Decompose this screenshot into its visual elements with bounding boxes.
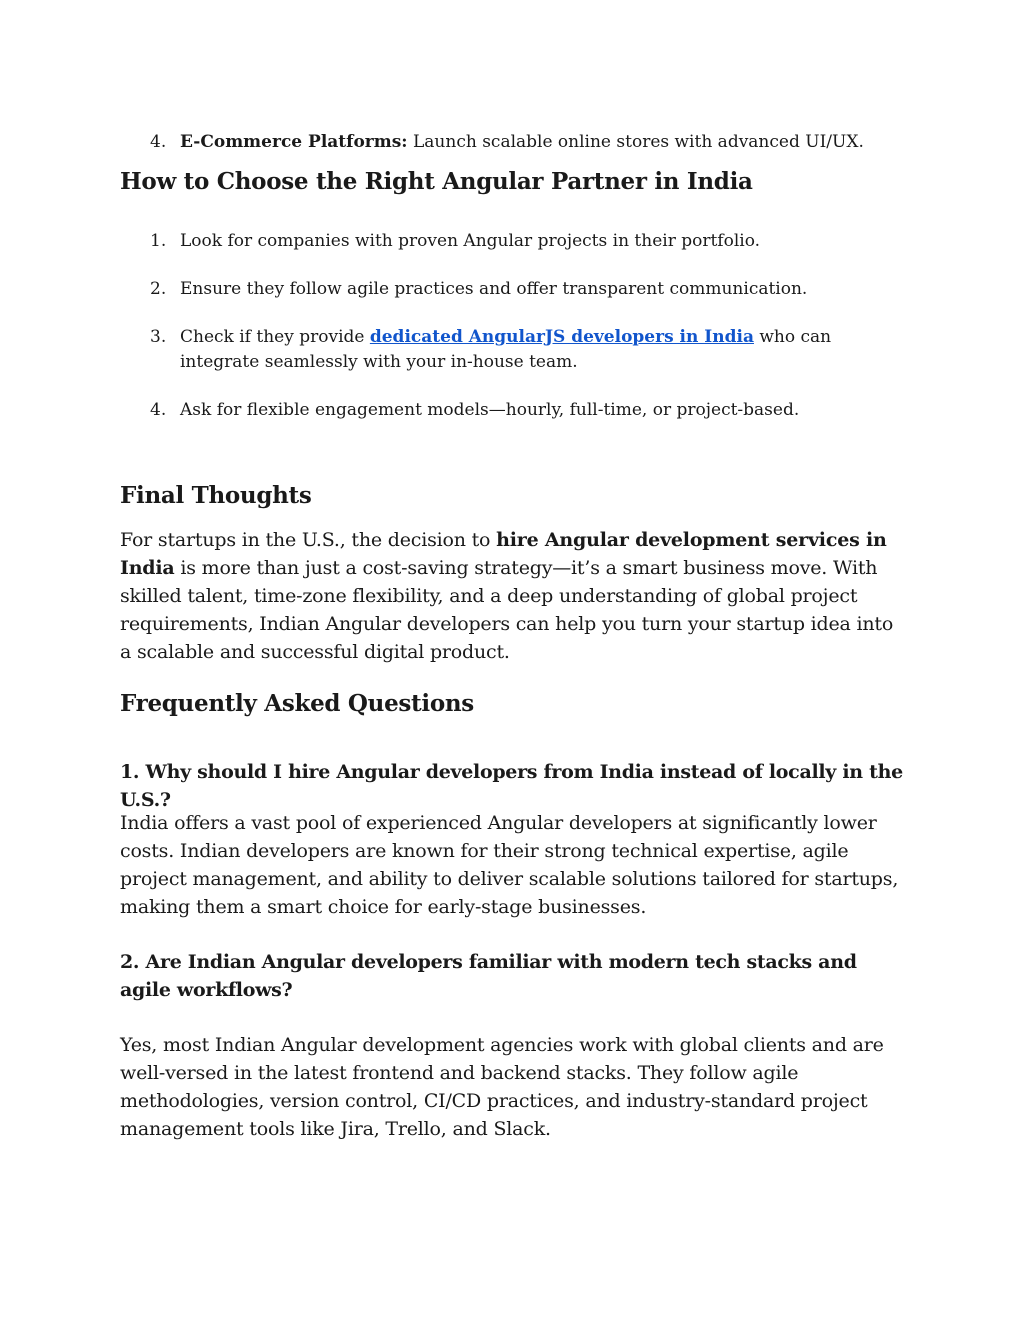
- list-number: 1.: [150, 231, 167, 251]
- list-number: 2.: [150, 279, 167, 299]
- list-item-description: Launch scalable online stores with advanced UI/UX.: [407, 132, 864, 152]
- section-heading-final-thoughts: Final Thoughts: [120, 482, 312, 509]
- section-heading-choose-partner: How to Choose the Right Angular Partner in India: [120, 168, 753, 195]
- list-item-text: [180, 130, 895, 155]
- list-number: 3.: [150, 327, 167, 347]
- faq-answer: India offers a vast pool of experienced Angular developers at significantly lower costs. Indian developers are known for their strong technical expertise, agile project management, and ability to deliver scalable solutions tailored for startups, making them a smart choice for early-stage businesses.: [120, 812, 899, 918]
- final-thoughts-paragraph: [120, 526, 910, 666]
- list-item-text-before-link: Check if they provide: [180, 327, 370, 347]
- paragraph-bold-phrase: hire Angular development services in India: [120, 529, 887, 579]
- list-item-text: Ask for flexible engagement models—hourly, full-time, or project-based.: [180, 400, 800, 420]
- faq-question: 2. Are Indian Angular developers familiar with modern tech stacks and agile workflows?: [120, 951, 857, 1001]
- faq-answer: Yes, most Indian Angular development agencies work with global clients and are well-versed in the latest frontend and backend stacks. They follow agile methodologies, version control, CI/CD practices, and industry-standard project management tools like Jira, Trello, and Slack.: [120, 1034, 884, 1140]
- section-heading-faq: Frequently Asked Questions: [120, 690, 474, 717]
- list-item-text-after-link: who can integrate seamlessly with your in-house team.: [180, 327, 832, 372]
- list-item-bold-label: E-Commerce Platforms:: [180, 132, 408, 152]
- list-number: 4.: [150, 400, 167, 420]
- paragraph-text-before-bold: For startups in the U.S., the decision to: [120, 529, 497, 551]
- dedicated-angularjs-developers-link[interactable]: dedicated AngularJS developers in India: [369, 327, 754, 347]
- faq-question: 1. Why should I hire Angular developers from India instead of locally in the U.S.?: [120, 761, 903, 811]
- list-item-text: Look for companies with proven Angular projects in their portfolio.: [180, 231, 761, 251]
- list-number: 4.: [150, 132, 167, 152]
- list-item-text: [180, 325, 895, 375]
- list-item-text: Ensure they follow agile practices and offer transparent communication.: [180, 279, 808, 299]
- paragraph-text-after-bold: is more than just a cost-saving strategy—it’s a smart business move. With skilled talent, time-zone flexibility, and a deep understanding of global project requirements, Indian Angular developers can help you turn your startup idea into a scalable and successful digital product.: [120, 557, 894, 663]
